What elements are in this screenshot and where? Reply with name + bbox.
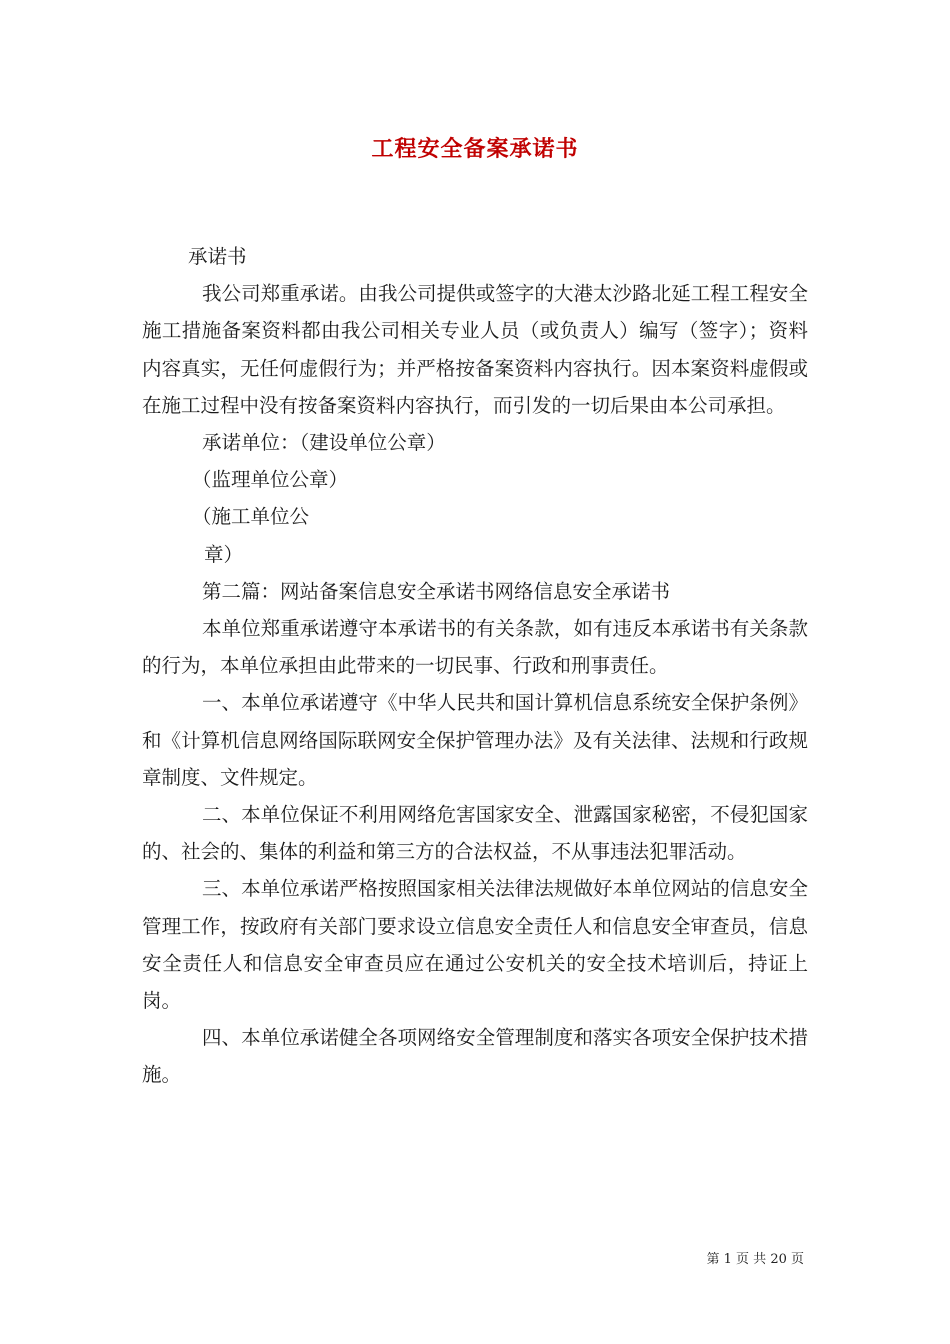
paragraph: 本单位郑重承诺遵守本承诺书的有关条款，如有违反本承诺书有关条款的行为，本单位承担由此带来的一切民事、行政和刑事责任。 <box>142 617 808 678</box>
paragraph: 二、本单位保证不利用网络危害国家安全、泄露国家秘密，不侵犯国家的、社会的、集体的利益和第三方的合法权益，不从事违法犯罪活动。 <box>142 803 808 864</box>
page-number: 第 1 页 共 20 页 <box>706 1252 804 1267</box>
paragraph-heading: 承诺书 <box>188 245 247 268</box>
paragraph: 章） <box>204 542 244 566</box>
paragraph: 承诺单位：（建设单位公章） <box>202 431 446 455</box>
paragraph: （监理单位公章） <box>192 468 349 492</box>
document-body <box>142 238 808 1094</box>
paragraph-section-heading: 第二篇：网站备案信息安全承诺书网络信息安全承诺书 <box>202 579 671 603</box>
paragraph: 三、本单位承诺严格按照国家相关法律法规做好本单位网站的信息安全管理工作，按政府有关部门要求设立信息安全责任人和信息安全审查员，信息安全责任人和信息安全审查员应在通过公安机关的安全技术培训后，持证上岗。 <box>142 877 808 1013</box>
document-title: 工程安全备案承诺书 <box>371 136 579 162</box>
paragraph: 四、本单位承诺健全各项网络安全管理制度和落实各项安全保护技术措施。 <box>142 1026 808 1087</box>
paragraph: 一、本单位承诺遵守《中华人民共和国计算机信息系统安全保护条例》和《计算机信息网络国际联网安全保护管理办法》及有关法律、法规和行政规章制度、文件规定。 <box>142 691 808 789</box>
paragraph: （施工单位公 <box>192 505 310 529</box>
paragraph: 我公司郑重承诺。由我公司提供或签字的大港太沙路北延工程工程安全施工措施备案资料都由我公司相关专业人员（或负责人）编写（签字）；资料内容真实，无任何虚假行为；并严格按备案资料内容执行。因本案资料虚假或在施工过程中没有按备案资料内容执行，而引发的一切后果由本公司承担。 <box>142 282 808 417</box>
